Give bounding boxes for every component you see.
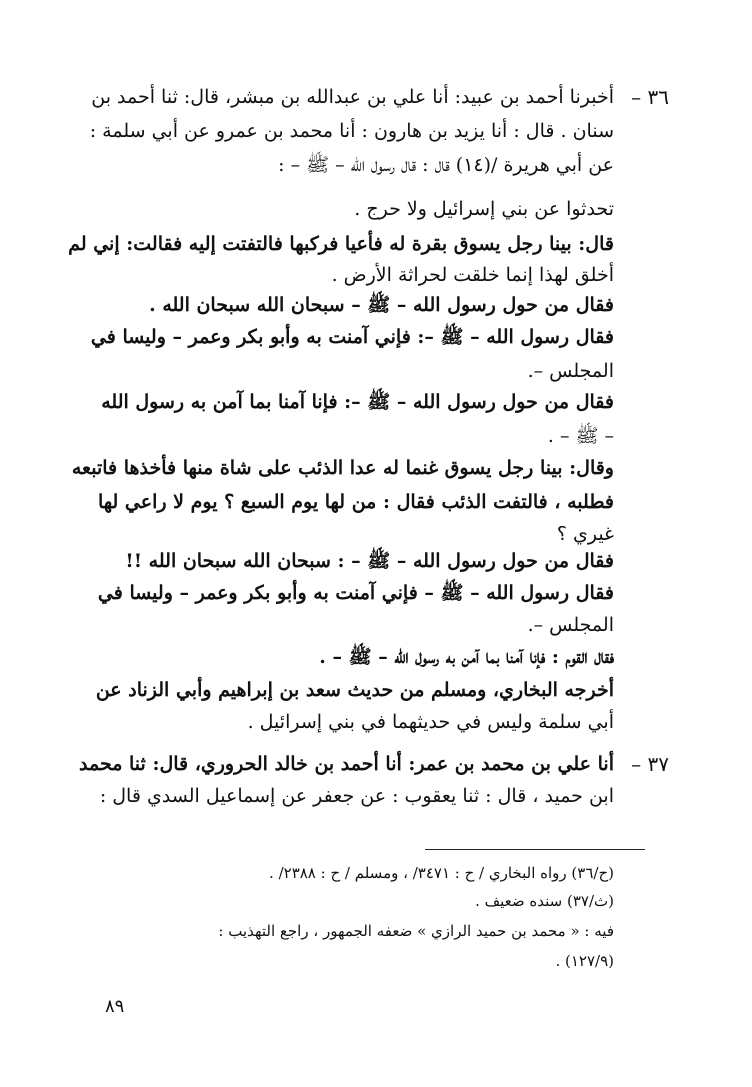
text-line: أخرجه البخاري، ومسلم من حديث سعد بن إبراهيم وأبي الزناد عن [95,679,614,701]
text-line: وقال: بينا رجل يسوق غنما له عدا الذئب على شاة منها فأخذها فاتبعه [71,457,614,479]
text-line: أنا علي بن محمد بن عمر: أنا أحمد بن خالد الحروري، قال: ثنا محمد [79,753,614,775]
text-line: المجلس –. [527,614,614,636]
text-line: فقال رسول الله – ﷺ – فإني آمنت به وأبو بكر وعمر – وليسا في [97,582,614,604]
text-line: أخبرنا أحمد بن عبيد: أنا علي بن عبدالله بن مبشر، قال: ثنا أحمد بن [91,86,614,108]
text-line: أخلق لهذا إنما خلقت لحراثة الأرض . [331,264,614,286]
text-line: فقال من حول رسول الله – ﷺ – : سبحان الله سبحان الله !! [125,550,614,572]
text-line: سنان . قال : أنا يزيد بن هارون : أنا محمد بن عمرو عن أبي سلمة : [89,120,614,142]
page-number: ٨٩ [105,996,125,1017]
text-line: عن أبي هريرة /(١٤) قال : قال رسول الله – ﷺ – : [278,154,614,176]
text-line: – ﷺ – . [547,425,614,447]
text-line: فقال من حول رسول الله – ﷺ – سبحان الله سبحان الله . [149,294,614,316]
text-line: قال: بينا رجل يسوق بقرة له فأعيا فركبها فالتفتت إليه فقالت: إني لم [68,233,614,255]
hadith-number-36: ٣٦ – [631,85,669,109]
text-line: فقال رسول الله – ﷺ –: فإني آمنت به وأبو بكر وعمر – وليسا في [90,326,614,348]
footnote-line: (ث/٣٧) سنده ضعيف . [475,892,614,910]
text-line: غيري ؟ [556,523,614,545]
text-line: فقال من حول رسول الله – ﷺ –: فإنا آمنا بما آمن به رسول الله [101,391,614,413]
text-line: المجلس –. [527,360,614,382]
text-line: أبي سلمة وليس في حديثهما في بني إسرائيل . [247,711,614,733]
hadith-number-37: ٣٧ – [631,752,669,776]
footnote-line: (ح/٣٦) رواه البخاري / ح : ٣٤٧١/ ، ومسلم / ح : ٢٣٨٨/ . [269,864,614,882]
text-line: فطلبه ، فالتفت الذئب فقال : من لها يوم السبع ؟ يوم لا راعي لها [97,491,614,513]
footnote-line: فيه : « محمد بن حميد الرازي » ضعفه الجمهور ، راجع التهذيب : [218,922,614,940]
text-line: فقال القوم : فإنا آمنا بما آمن به رسول الله – ﷺ – . [319,646,614,668]
footnote-divider [425,849,645,850]
footnote-line: (١٢٧/٩) . [555,952,614,970]
text-line: ابن حميد ، قال : ثنا يعقوب : عن جعفر عن إسماعيل السدي قال : [99,785,614,807]
text-line: تحدثوا عن بني إسرائيل ولا حرج . [354,198,614,220]
